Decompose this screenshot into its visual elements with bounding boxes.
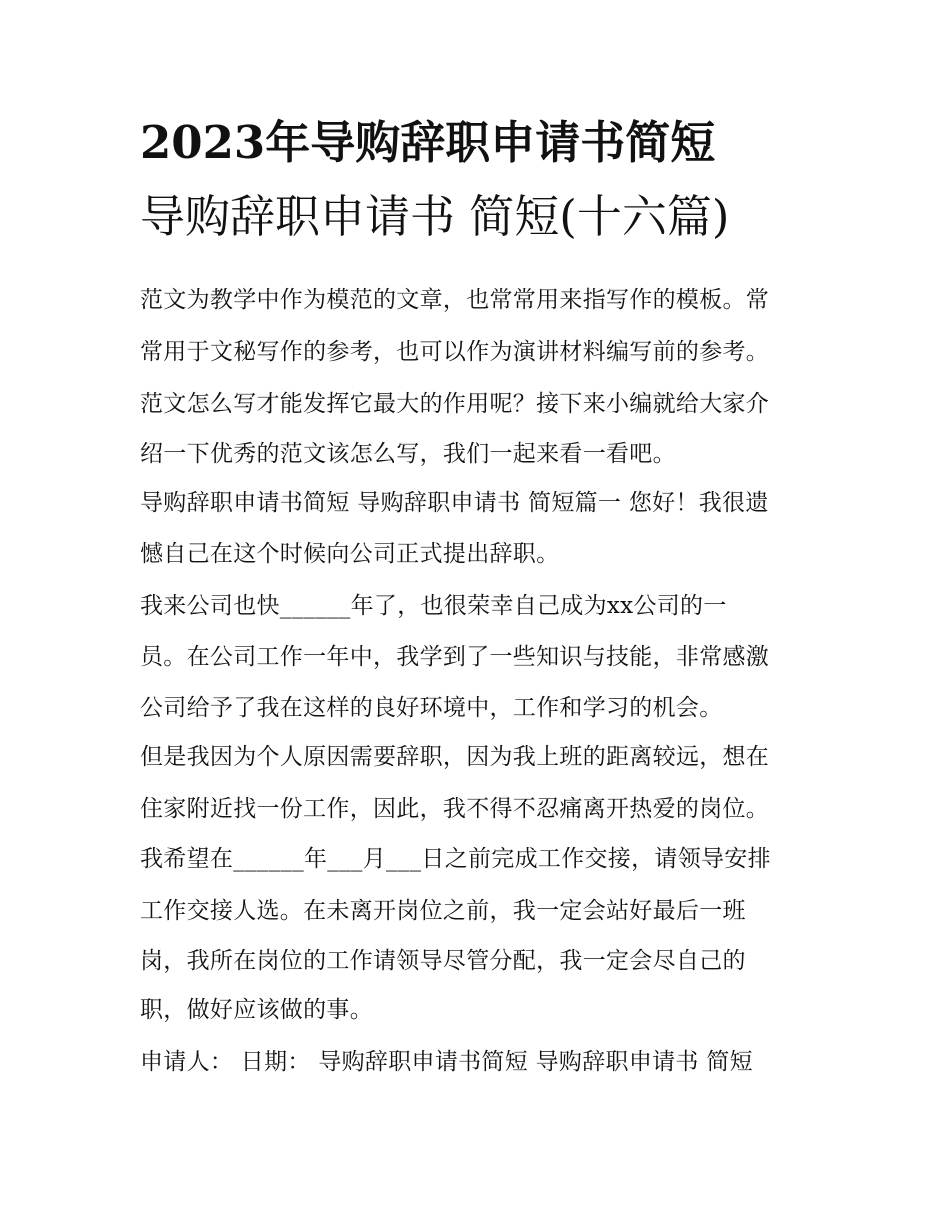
document-title: 2023年导购辞职申请书简短	[140, 116, 716, 169]
body-line: 范文怎么写才能发挥它最大的作用呢？接下来小编就给大家介	[140, 391, 770, 417]
document-subtitle: 导购辞职申请书 简短(十六篇)	[140, 190, 730, 243]
body-line: 但是我因为个人原因需要辞职，因为我上班的距离较远，想在	[140, 744, 770, 770]
body-line: 憾自己在这个时候向公司正式提出辞职。	[140, 541, 560, 567]
body-line: 导购辞职申请书简短 导购辞职申请书 简短篇一 您好！我很遗	[140, 490, 769, 516]
body-line: 员。在公司工作一年中，我学到了一些知识与技能，非常感激	[140, 644, 770, 670]
body-line: 岗，我所在岗位的工作请领导尽管分配，我一定会尽自己的	[140, 948, 746, 974]
body-line: 工作交接人选。在未离开岗位之前，我一定会站好最后一班	[140, 898, 746, 924]
body-line: 公司给予了我在这样的良好环境中，工作和学习的机会。	[140, 695, 723, 721]
body-line: 范文为教学中作为模范的文章，也常常用来指写作的模板。常	[140, 287, 770, 313]
body-line: 我来公司也快______年了，也很荣幸自己成为xx公司的一	[140, 593, 727, 619]
body-line: 绍一下优秀的范文该怎么写，我们一起来看一看吧。	[140, 441, 676, 467]
body-line: 职，做好应该做的事。	[140, 997, 373, 1023]
body-line: 住家附近找一份工作，因此，我不得不忍痛离开热爱的岗位。	[140, 796, 770, 822]
body-line: 申请人： 日期： 导购辞职申请书简短 导购辞职申请书 简短	[140, 1049, 753, 1075]
body-line: 我希望在______年___月___日之前完成工作交接，请领导安排	[140, 846, 771, 872]
body-line: 常用于文秘写作的参考，也可以作为演讲材料编写前的参考。	[140, 339, 770, 365]
